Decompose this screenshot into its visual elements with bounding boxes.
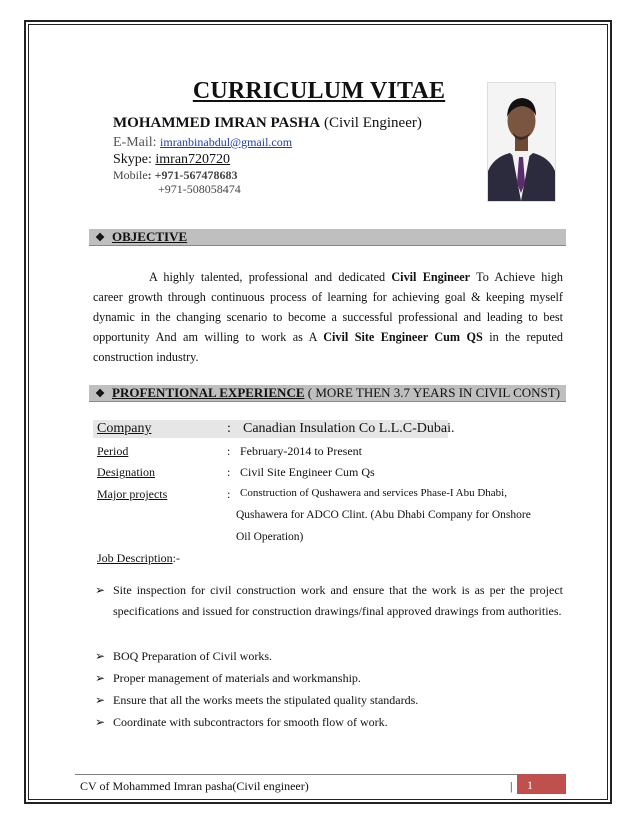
candidate-role: (Civil Engineer)	[323, 115, 422, 131]
email-link[interactable]: imranbinabdul@gmail.com	[160, 135, 293, 149]
experience-heading-extra: ( MORE THEN 3.7 YEARS IN CIVIL CONST)	[307, 385, 561, 400]
period-label: Period	[97, 444, 129, 458]
skype-line	[113, 152, 230, 168]
diamond-bullet-icon: ❖	[95, 388, 105, 400]
objective-text-2: To Achieve high career growth through continuous process of learning for achieving goal & keeping myself dynamic in the changing scenario to become a successful professional and leading to best opportunity And am willing to work as A	[93, 270, 563, 344]
email-line	[113, 135, 292, 151]
list-item-text: BOQ Preparation of Civil works.	[113, 649, 272, 663]
arrow-bullet-icon: ➢	[95, 693, 106, 707]
objective-paragraph	[93, 267, 563, 367]
list-item-text: Coordinate with subcontractors for smooth flow of work.	[113, 715, 388, 729]
email-label: E-Mail:	[113, 135, 157, 150]
projects-label: Major projects	[97, 487, 168, 501]
company-value: Canadian Insulation Co L.L.C-Dubai.	[243, 421, 455, 436]
designation-value: Civil Site Engineer Cum Qs	[240, 465, 375, 479]
list-item-text: Proper management of materials and workmanship.	[113, 671, 361, 685]
document-title: CURRICULUM VITAE	[192, 78, 446, 104]
projects-line-1: Construction of Qushawera and services Phase-I Abu Dhabi,	[240, 487, 507, 499]
mobile-label: Mobile	[113, 168, 148, 182]
skype-label: Skype:	[113, 152, 152, 167]
skype-id: imran720720	[155, 152, 231, 167]
candidate-name: MOHAMMED IMRAN PASHA	[113, 115, 321, 131]
arrow-bullet-icon: ➢	[95, 671, 106, 685]
page-number-badge	[517, 774, 566, 794]
footer-separator: |	[510, 779, 513, 793]
mobile-number-1: : +971-567478683	[147, 168, 238, 182]
projects-colon: :	[227, 487, 231, 501]
job-description-suffix: :-	[172, 551, 180, 565]
footer-text: CV of Mohammed Imran pasha(Civil engineer)	[80, 779, 309, 793]
mobile-number-2: +971-508058474	[158, 182, 241, 196]
job-description-heading	[97, 551, 180, 566]
diamond-bullet-icon: ❖	[95, 232, 105, 244]
profile-photo	[487, 82, 556, 202]
projects-line-3: Oil Operation)	[236, 531, 304, 543]
period-colon: :	[227, 444, 231, 458]
job-description-label: Job Description	[97, 551, 173, 565]
objective-bold-1: Civil Engineer	[391, 270, 471, 284]
projects-line-2: Qushawera for ADCO Clint. (Abu Dhabi Company for Onshore	[236, 509, 531, 521]
profile-photo-image	[488, 83, 555, 201]
page-number: 1	[527, 778, 533, 792]
objective-section-header	[89, 229, 566, 246]
experience-section-header	[89, 385, 566, 402]
list-item-text: Ensure that all the works meets the stipulated quality standards.	[113, 693, 419, 707]
arrow-bullet-icon: ➢	[95, 715, 106, 729]
arrow-bullet-icon: ➢	[95, 583, 106, 597]
experience-heading: PROFENTIONAL EXPERIENCE	[112, 385, 305, 400]
list-item-text: Site inspection for civil construction work and ensure that the work is as per the project specifications and issued for construction drawings/final approved drawings from authorities.	[113, 583, 563, 618]
company-colon: :	[227, 421, 231, 436]
objective-text-1: A highly talented, professional and dedicated	[149, 270, 392, 284]
designation-label: Designation	[97, 465, 155, 479]
objective-text-3: in the reputed construction industry.	[93, 330, 563, 364]
candidate-name-line	[113, 115, 422, 132]
footer-divider	[75, 774, 566, 775]
mobile-line	[113, 168, 238, 183]
company-label: Company	[97, 421, 152, 436]
objective-heading: OBJECTIVE	[112, 229, 188, 244]
designation-colon: :	[227, 465, 231, 479]
period-value: February-2014 to Present	[240, 444, 362, 458]
objective-bold-2: Civil Site Engineer Cum QS	[323, 330, 483, 344]
arrow-bullet-icon: ➢	[95, 649, 106, 663]
